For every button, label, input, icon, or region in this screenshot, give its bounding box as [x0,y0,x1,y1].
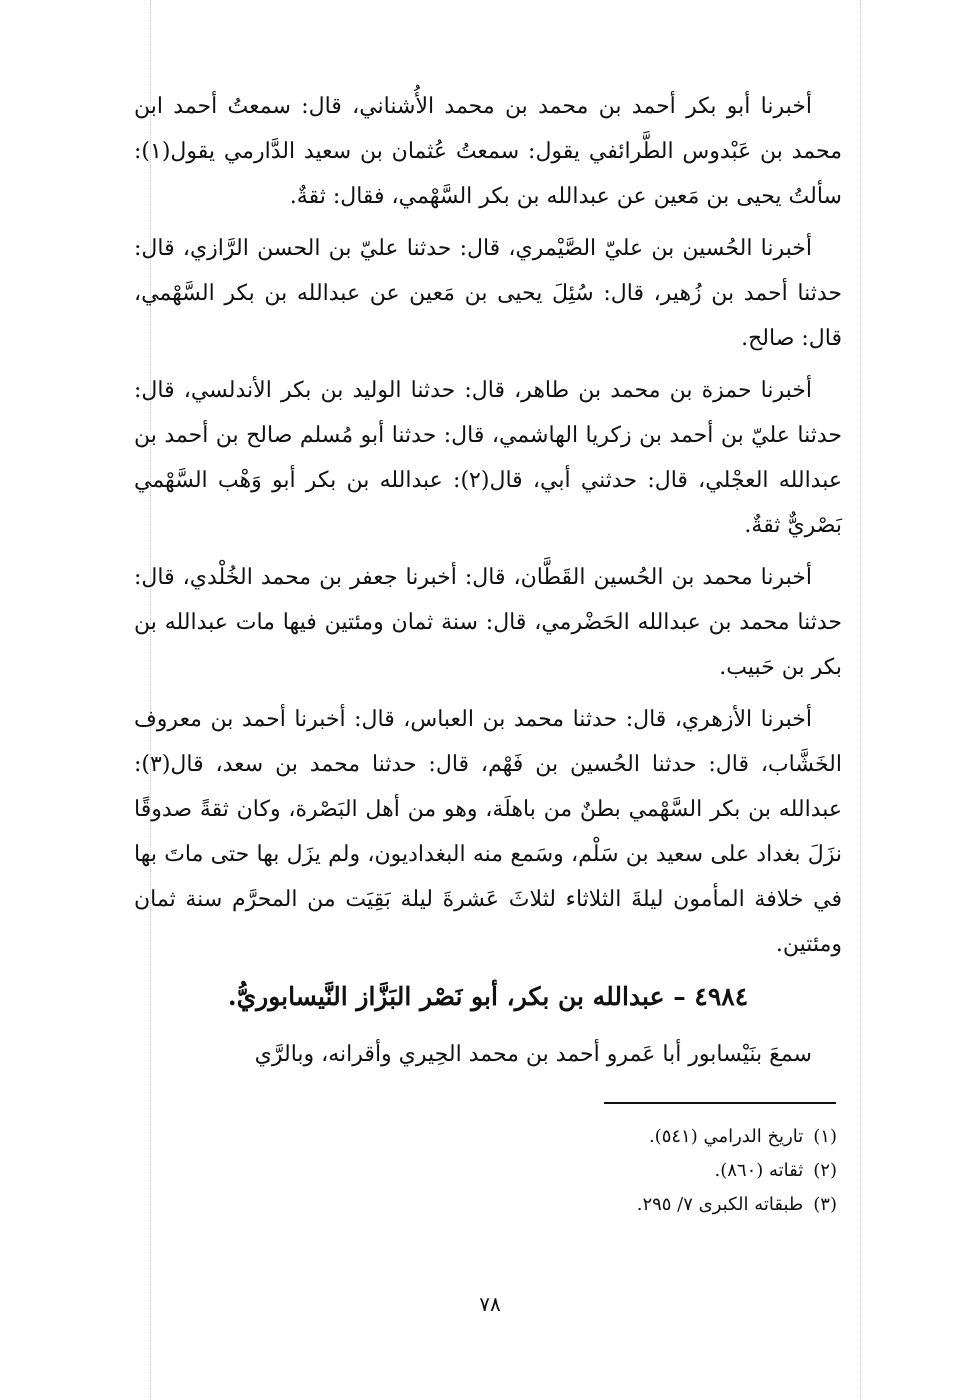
footnotes [400,1120,837,1222]
footnote-text: طبقاته الكبرى ٧/ ٢٩٥. [636,1194,804,1215]
footnote-number: (٣) [813,1194,837,1215]
page-number: ٧٨ [479,1292,501,1316]
paragraph-2: أخبرنا الحُسين بن عليّ الصَّيْمري، قال: حدثنا عليّ بن الحسن الرَّازي، قال: حدثنا أحمد بن زُهير، قال: سُئِلَ يحيى بن مَعين عن عبدالله بن بكر السَّهْمي، قال: صالح. [134,236,842,351]
footnote-number: (٢) [813,1160,837,1181]
footnote-divider [604,1102,836,1104]
paragraph-1: أخبرنا أبو بكر أحمد بن محمد بن محمد الأُشناني، قال: سمعتُ أحمد ابن محمد بن عَبْدوس الطَّرائفي يقول: سمعتُ عُثمان بن سعيد الدَّارمي يقول(١): سألتُ يحيى بن مَعين عن عبدالله بن بكر السَّهْمي، فقال: ثقةٌ. [134,94,842,209]
footnote-text: ثقاته (٨٦٠). [714,1160,804,1181]
paragraph-5: أخبرنا الأزهري، قال: حدثنا محمد بن العباس، قال: أخبرنا أحمد بن معروف الخَشَّاب، قال: حدثنا الحُسين بن فَهْم، قال: حدثنا محمد بن سعد، قال(٣): عبدالله بن بكر السَّهْمي بطنٌ من باهلَة، وهو من أهل البَصْرة، وكان ثقةً صدوقًا نزَلَ بغداد على سعيد بن سَلْم، وسَمع منه البغداديون، ولم يزَل بها حتى ماتَ بها في خلافة المأمون ليلةَ الثلاثاء لثلاثَ عَشرةَ ليلة بَقِيَت من المحرَّم سنة ثمان ومئتين. [134,707,842,957]
entry-heading: ٤٩٨٤ – عبدالله بن بكر، أبو نَصْر البَزَّاز النَّيسابوريُّ. [227,982,749,1011]
footnote-1 [400,1120,837,1154]
entry-paragraph: سمعَ بنَيْسابور أبا عَمرو أحمد بن محمد الحِيري وأقرانه، وبالرَّي [254,1042,812,1067]
main-text [134,84,842,1084]
footnote-text: تاريخ الدرامي (٥٤١). [648,1126,804,1147]
footnote-number: (١) [813,1126,837,1147]
footnote-3 [400,1188,837,1222]
scan-edge-dots-right [860,0,861,1400]
footnote-2 [400,1154,837,1188]
paragraph-4: أخبرنا محمد بن الحُسين القَطَّان، قال: أخبرنا جعفر بن محمد الخُلْدي، قال: حدثنا محمد بن عبدالله الحَضْرمي، قال: سنة ثمان ومئتين فيها مات عبدالله بن بكر بن حَبيب. [134,565,842,680]
paragraph-3: أخبرنا حمزة بن محمد بن طاهر، قال: حدثنا الوليد بن بكر الأندلسي، قال: حدثنا عليّ بن أحمد بن زكريا الهاشمي، قال: حدثنا أبو مُسلم صالح بن أحمد بن عبدالله العجْلي، قال: حدثني أبي، قال(٢): عبدالله بن بكر أبو وَهْب السَّهْمي بَصْريٌّ ثقةٌ. [134,378,842,538]
